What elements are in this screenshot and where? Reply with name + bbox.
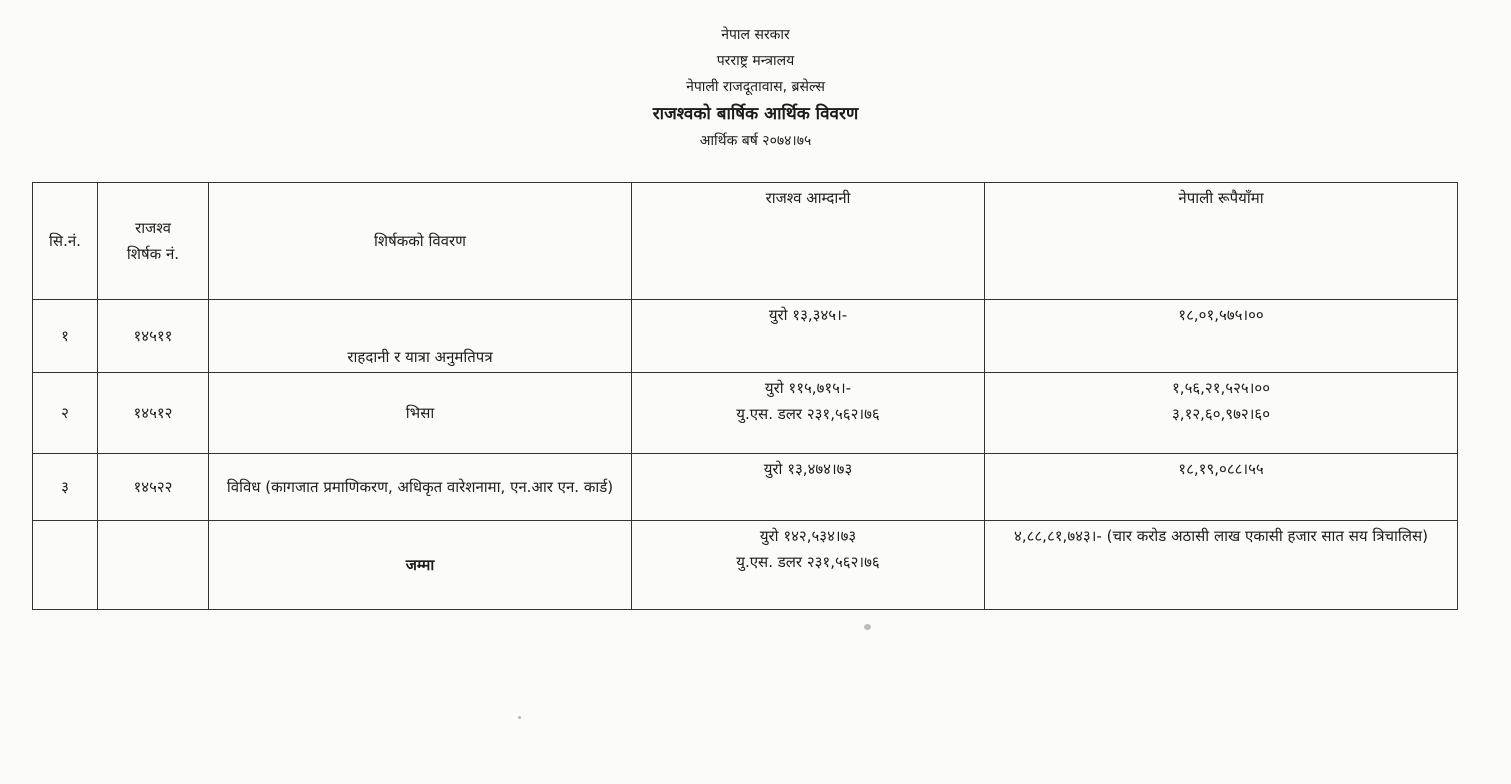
row-sn: २ <box>33 373 98 454</box>
column-header-npr: नेपाली रूपैयाँमा <box>985 183 1458 300</box>
revenue-value: यु.एस. डलर २३१,५६२।७६ <box>736 405 880 423</box>
ministry-name: परराष्ट्र मन्त्रालय <box>716 53 795 69</box>
row-description: भिसा <box>209 373 632 454</box>
document-header <box>0 22 1511 154</box>
revenue-value: यु.एस. डलर २३१,५६२।७६ <box>736 553 880 571</box>
table-row <box>33 373 1458 454</box>
total-revenue <box>632 521 985 610</box>
column-header-description: शिर्षकको विवरण <box>209 183 632 300</box>
row-npr <box>985 373 1458 454</box>
fiscal-year: आर्थिक बर्ष २०७४।७५ <box>699 133 812 149</box>
document-title: राजश्वको बार्षिक आर्थिक विवरण <box>652 104 859 124</box>
row-code: १४५२२ <box>98 454 209 521</box>
column-header-code-line1: राजश्व <box>135 219 171 237</box>
row-sn: ३ <box>33 454 98 521</box>
table-row <box>33 454 1458 521</box>
revenue-value: युरो १३,३४५।- <box>768 306 848 324</box>
row-revenue <box>632 300 985 373</box>
revenue-table <box>32 182 1458 610</box>
row-code: १४५१२ <box>98 373 209 454</box>
embassy-name: नेपाली राजदूतावास, ब्रसेल्स <box>686 79 825 95</box>
government-name: नेपाल सरकार <box>721 27 790 43</box>
total-code-empty <box>98 521 209 610</box>
npr-value: १८,०१,५७५।०० <box>1178 306 1264 324</box>
total-label: जम्मा <box>209 521 632 610</box>
row-npr <box>985 300 1458 373</box>
column-header-revenue: राजश्व आम्दानी <box>632 183 985 300</box>
column-header-sn: सि.नं. <box>33 183 98 300</box>
table-row <box>33 300 1458 373</box>
npr-value: १८,१९,०८८।५५ <box>1178 460 1264 478</box>
scan-speck <box>518 716 521 719</box>
revenue-value: युरो ११५,७१५।- <box>764 379 852 397</box>
column-header-code-line2: शिर्षक नं. <box>126 245 180 263</box>
revenue-value: युरो १४२,५३४।७३ <box>759 527 857 545</box>
total-sn-empty <box>33 521 98 610</box>
table-header-row <box>33 183 1458 300</box>
row-code: १४५११ <box>98 300 209 373</box>
total-row <box>33 521 1458 610</box>
column-header-code <box>98 183 209 300</box>
row-npr <box>985 454 1458 521</box>
npr-value: ३,१२,६०,९७२।६० <box>1172 405 1270 423</box>
row-revenue <box>632 454 985 521</box>
revenue-value: युरो १३,४७४।७३ <box>763 460 853 478</box>
npr-value: १,५६,२१,५२५।०० <box>1172 379 1270 397</box>
total-npr: ४,८८,८१,७४३।- (चार करोड अठासी लाख एकासी हजार सात सय त्रिचालिस) <box>985 521 1458 610</box>
row-description: विविध (कागजात प्रमाणिकरण, अधिकृत वारेशनामा, एन.आर एन. कार्ड) <box>209 454 632 521</box>
row-revenue <box>632 373 985 454</box>
row-sn: १ <box>33 300 98 373</box>
scan-speck <box>864 624 871 630</box>
row-description: राहदानी र यात्रा अनुमतिपत्र <box>209 300 632 373</box>
